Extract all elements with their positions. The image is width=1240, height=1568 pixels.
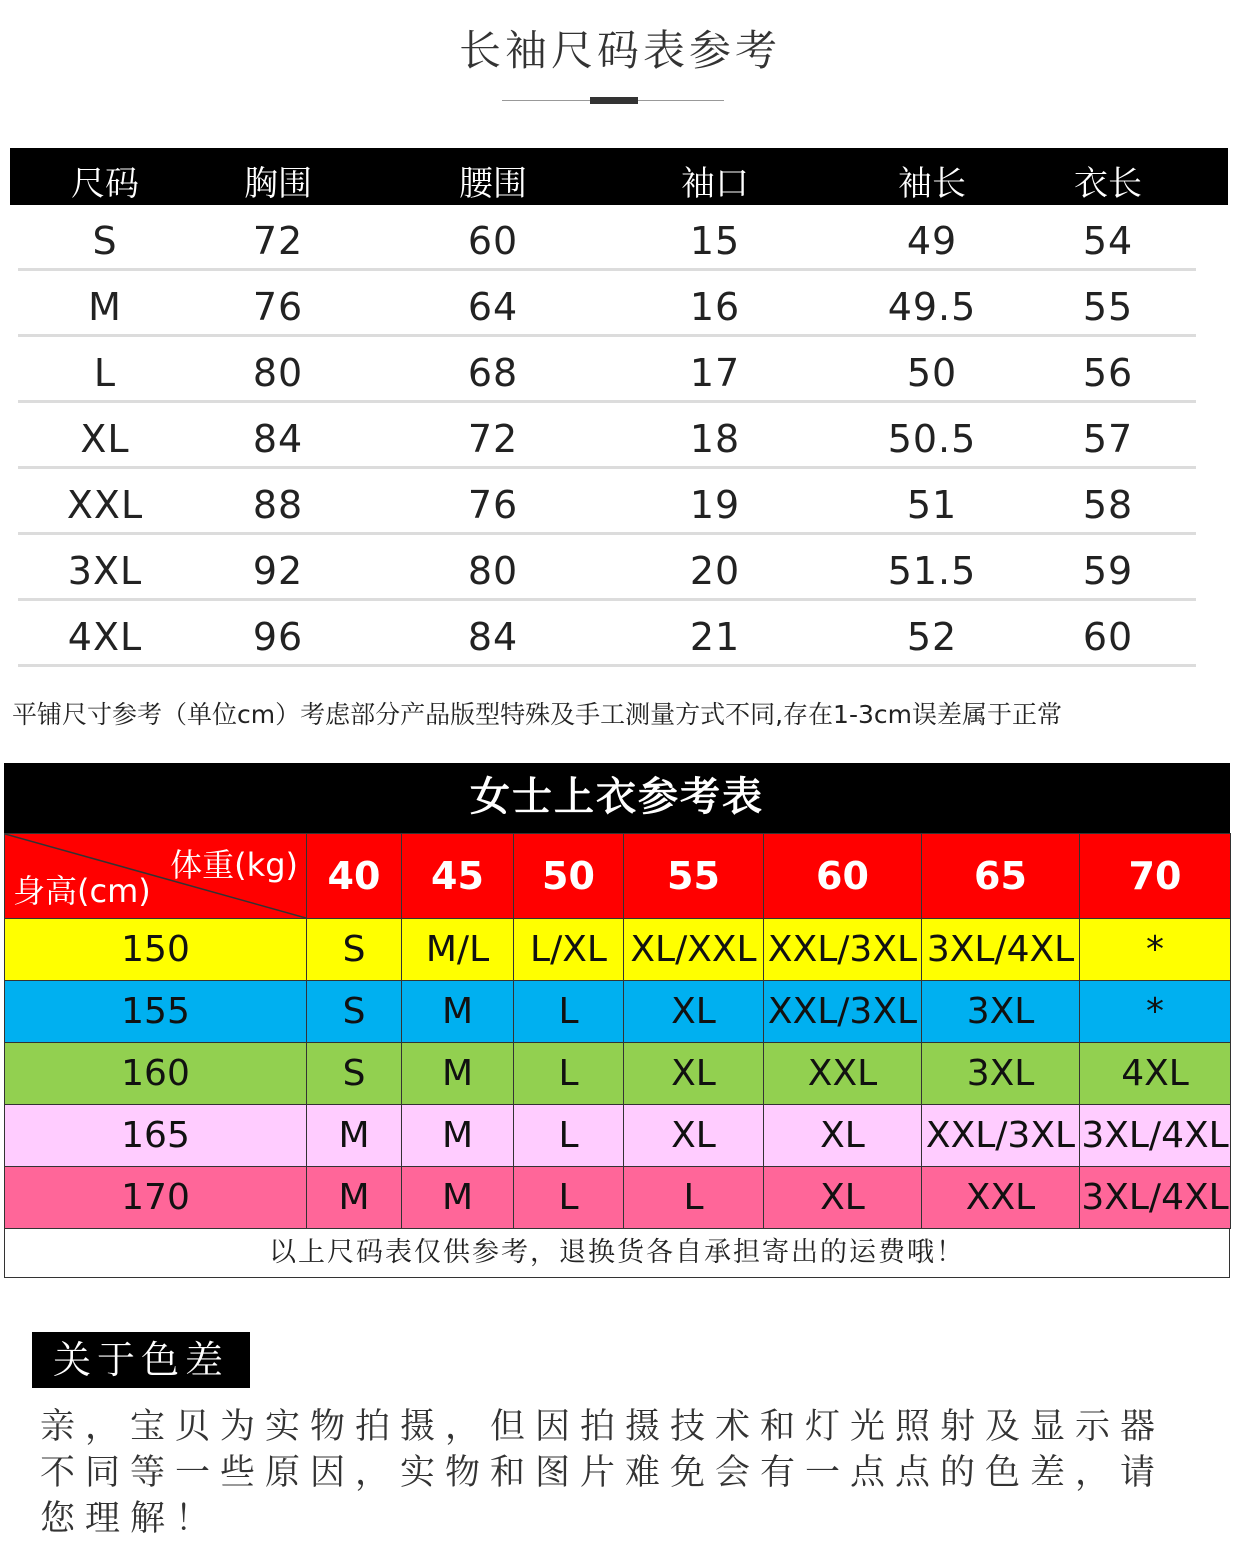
table-row — [18, 337, 1196, 403]
size-table-cell: 50.5 — [887, 417, 977, 461]
size-cell: 3XL — [922, 981, 1080, 1043]
color-difference-text: 亲，宝贝为实物拍摄，但因拍摄技术和灯光照射及显示器不同等一些原因，实物和图片难免会有一点点的色差，请您理解！ — [40, 1407, 1166, 1539]
size-table-cell: 72 — [467, 417, 519, 461]
size-table-cell: 17 — [689, 351, 741, 395]
table-row — [5, 981, 1231, 1043]
size-table-header-cell: 胸围 — [244, 164, 312, 204]
size-cell: L — [514, 1167, 624, 1229]
weight-header-cell: 60 — [764, 834, 922, 919]
height-cell: 160 — [5, 1043, 307, 1105]
size-cell: 3XL — [922, 1043, 1080, 1105]
size-table-cell: 50 — [906, 351, 958, 395]
page-title: 长袖尺码表参考 — [458, 26, 781, 75]
size-table-header-cell: 袖口 — [681, 164, 749, 204]
weight-header-cell: 55 — [624, 834, 764, 919]
size-table — [10, 148, 1228, 667]
height-cell: 150 — [5, 919, 307, 981]
size-table-cell: 59 — [1082, 549, 1134, 593]
size-table-cell: 80 — [252, 351, 304, 395]
size-cell: L — [514, 1043, 624, 1105]
size-cell: 4XL — [1080, 1043, 1231, 1105]
size-cell: M — [402, 1105, 514, 1167]
title-accent-bar — [590, 97, 638, 104]
size-table-cell: 56 — [1082, 351, 1134, 395]
size-table-cell: 84 — [467, 615, 519, 659]
weight-axis-label: 体重(kg) — [170, 846, 298, 884]
height-cell: 165 — [5, 1105, 307, 1167]
table-row — [5, 1043, 1231, 1105]
size-table-cell: 60 — [1082, 615, 1134, 659]
table-row — [18, 601, 1196, 667]
size-table-header-cell: 衣长 — [1074, 164, 1142, 204]
size-table-cell: 15 — [689, 219, 741, 263]
size-table-cell: 84 — [252, 417, 304, 461]
size-table-header-cell: 袖长 — [898, 164, 966, 204]
size-table-cell: 21 — [689, 615, 741, 659]
size-cell: XL — [624, 1043, 764, 1105]
table-row — [18, 205, 1196, 271]
size-cell: M — [307, 1167, 402, 1229]
size-table-cell: 4XL — [67, 615, 143, 659]
size-cell: XL — [764, 1105, 922, 1167]
table-row — [5, 919, 1231, 981]
size-table-cell: 80 — [467, 549, 519, 593]
size-cell: M — [402, 1043, 514, 1105]
size-table-header — [10, 148, 1228, 205]
size-table-cell: 72 — [252, 219, 304, 263]
weight-header-cell: 50 — [514, 834, 624, 919]
size-cell: XXL/3XL — [764, 981, 922, 1043]
size-cell: M/L — [402, 919, 514, 981]
height-cell: 170 — [5, 1167, 307, 1229]
size-table-cell: 20 — [689, 549, 741, 593]
corner-cell — [5, 834, 307, 919]
size-cell: XL/XXL — [624, 919, 764, 981]
size-table-cell: 88 — [252, 483, 304, 527]
size-table-cell: 3XL — [67, 549, 143, 593]
size-table-body — [10, 205, 1228, 667]
size-cell: XXL/3XL — [764, 919, 922, 981]
table-row — [18, 271, 1196, 337]
table-row — [5, 1105, 1231, 1167]
size-table-cell: 60 — [467, 219, 519, 263]
size-table-cell: 92 — [252, 549, 304, 593]
size-cell: S — [307, 919, 402, 981]
size-table-cell: 51.5 — [887, 549, 977, 593]
size-table-cell: 76 — [467, 483, 519, 527]
size-table-cell: M — [88, 285, 122, 329]
women-size-chart-title: 女士上衣参考表 — [4, 763, 1230, 833]
size-cell: M — [402, 981, 514, 1043]
size-cell: M — [307, 1105, 402, 1167]
height-cell: 155 — [5, 981, 307, 1043]
size-table-cell: 57 — [1082, 417, 1134, 461]
size-table-cell: 54 — [1082, 219, 1134, 263]
weight-header-row — [5, 834, 1231, 919]
size-cell: XXL — [922, 1167, 1080, 1229]
size-cell: XXL/3XL — [922, 1105, 1080, 1167]
weight-header-cell: 40 — [307, 834, 402, 919]
size-cell: 3XL/4XL — [922, 919, 1080, 981]
size-cell: S — [307, 1043, 402, 1105]
size-table-cell: 49.5 — [887, 285, 977, 329]
size-cell: L/XL — [514, 919, 624, 981]
size-cell: L — [514, 1105, 624, 1167]
size-table-cell: 49 — [906, 219, 958, 263]
height-axis-label: 身高(cm) — [13, 872, 151, 910]
color-difference-title: 关于色差 — [32, 1332, 250, 1388]
size-table-cell: 52 — [906, 615, 958, 659]
size-table-cell: XXL — [66, 483, 144, 527]
size-cell: * — [1080, 981, 1231, 1043]
size-cell: XL — [624, 1105, 764, 1167]
size-table-cell: 68 — [467, 351, 519, 395]
size-cell: L — [624, 1167, 764, 1229]
table-row — [5, 1167, 1231, 1229]
size-table-cell: 16 — [689, 285, 741, 329]
size-table-cell: 96 — [252, 615, 304, 659]
size-table-header-cell: 腰围 — [459, 164, 527, 204]
table-row — [18, 469, 1196, 535]
size-table-cell: 51 — [906, 483, 958, 527]
size-cell: XL — [764, 1167, 922, 1229]
size-table-cell: 55 — [1082, 285, 1134, 329]
size-table-cell: 18 — [689, 417, 741, 461]
size-table-cell: XL — [80, 417, 130, 461]
weight-header-cell: 65 — [922, 834, 1080, 919]
size-cell: XXL — [764, 1043, 922, 1105]
size-table-cell: L — [93, 351, 117, 395]
size-cell: L — [514, 981, 624, 1043]
size-cell: M — [402, 1167, 514, 1229]
women-size-grid — [4, 833, 1231, 1229]
size-table-cell: S — [92, 219, 118, 263]
size-cell: * — [1080, 919, 1231, 981]
table-row — [18, 535, 1196, 601]
weight-header-cell: 70 — [1080, 834, 1231, 919]
size-cell: 3XL/4XL — [1080, 1167, 1231, 1229]
chart-footer-note: 以上尺码表仅供参考，退换货各自承担寄出的运费哦！ — [4, 1229, 1230, 1278]
size-cell: XL — [624, 981, 764, 1043]
size-table-cell: 58 — [1082, 483, 1134, 527]
size-table-cell: 19 — [689, 483, 741, 527]
measurement-note: 平铺尺寸参考（单位cm）考虑部分产品版型特殊及手工测量方式不同,存在1-3cm误差属于正常 — [12, 700, 1062, 729]
size-cell: S — [307, 981, 402, 1043]
weight-header-cell: 45 — [402, 834, 514, 919]
size-cell: 3XL/4XL — [1080, 1105, 1231, 1167]
table-row — [18, 403, 1196, 469]
size-table-cell: 64 — [467, 285, 519, 329]
size-table-cell: 76 — [252, 285, 304, 329]
size-table-header-cell: 尺码 — [71, 164, 139, 204]
women-size-chart — [4, 763, 1230, 1278]
